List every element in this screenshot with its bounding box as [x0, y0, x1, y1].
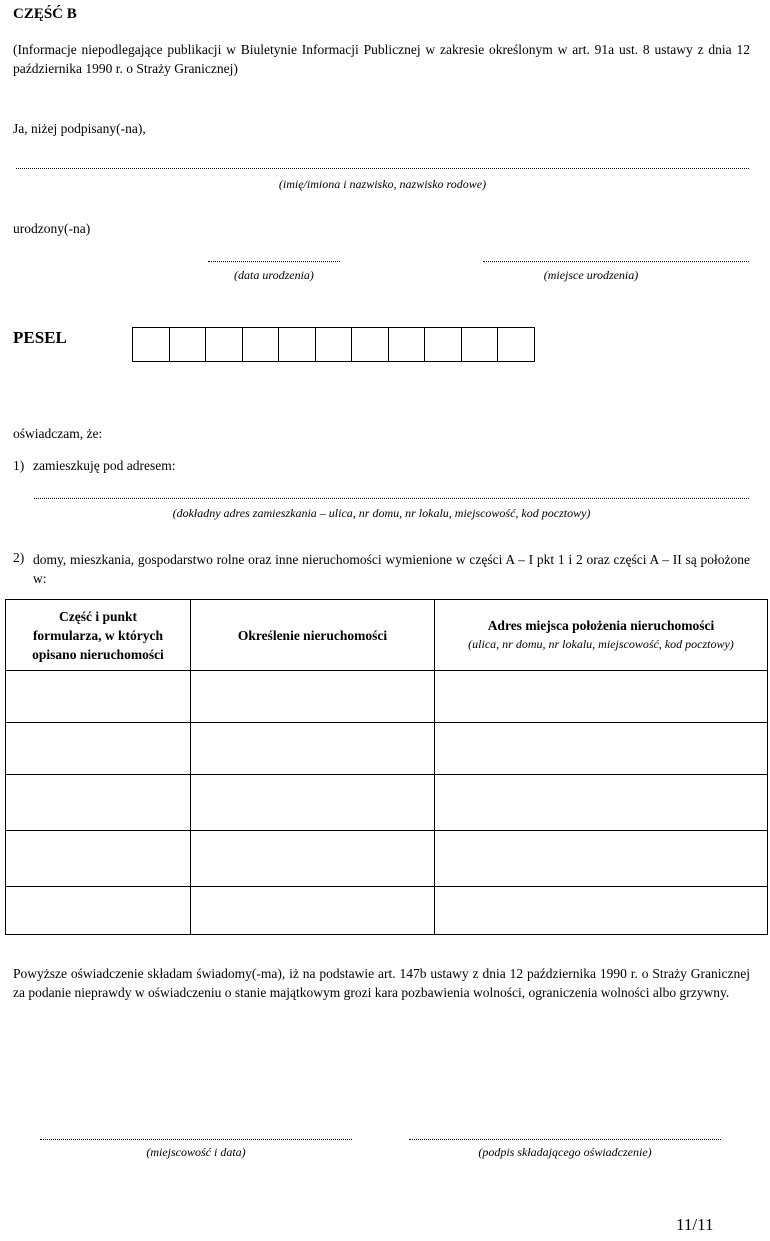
- table-cell[interactable]: [435, 887, 768, 935]
- birth-place-field[interactable]: [483, 261, 749, 262]
- table-cell[interactable]: [191, 831, 435, 887]
- pesel-digit-box[interactable]: [242, 328, 279, 361]
- pesel-digit-box[interactable]: [497, 328, 534, 361]
- item2-text: domy, mieszkania, gospodarstwo rolne oraz inne nieruchomości wymienione w części A – I pkt 1 i 2 oraz części A – II są położone w:: [33, 552, 750, 586]
- name-field[interactable]: [16, 168, 749, 169]
- address-caption: (dokładny adres zamieszkania – ulica, nr domu, nr lokalu, miejscowość, kod pocztowy): [172, 506, 591, 520]
- undersigned-label: Ja, niżej podpisany(-na),: [13, 121, 146, 136]
- table-row: [6, 775, 768, 831]
- table-cell[interactable]: [6, 671, 191, 723]
- signature-field[interactable]: [409, 1139, 721, 1140]
- address-field[interactable]: [34, 498, 749, 499]
- born-label: urodzony(-na): [13, 221, 91, 236]
- column-header-property: Określenie nieruchomości: [191, 600, 435, 671]
- pesel-digit-box[interactable]: [205, 328, 242, 361]
- section-title: CZĘŚĆ B: [13, 6, 77, 22]
- table-row: [6, 831, 768, 887]
- intro-note: (Informacje niepodlegające publikacji w Biuletynie Informacji Publicznej w zakresie określonym w art. 91a ust. 8 ustawy z dnia 12 października 1990 r. o Straży Granicznej): [13, 42, 750, 76]
- table-cell[interactable]: [435, 831, 768, 887]
- column-header-address: Adres miejsca położenia nieruchomości (ulica, nr domu, nr lokalu, miejscowość, kod pocztowy): [435, 600, 768, 671]
- pesel-digit-box[interactable]: [169, 328, 206, 361]
- place-date-field[interactable]: [40, 1139, 352, 1140]
- table-cell[interactable]: [6, 831, 191, 887]
- signature-caption: (podpis składającego oświadczenie): [478, 1145, 652, 1159]
- pesel-input[interactable]: [132, 327, 535, 362]
- table-cell[interactable]: [6, 723, 191, 775]
- table-cell[interactable]: [435, 671, 768, 723]
- declare-label: oświadczam, że:: [13, 426, 103, 441]
- pesel-digit-box[interactable]: [133, 328, 169, 361]
- table-row: [6, 887, 768, 935]
- legal-statement: Powyższe oświadczenie składam świadomy(-ma), iż na podstawie art. 147b ustawy z dnia 12 października 1990 r. o Straży Granicznej za podanie nieprawdy w oświadczeniu o stanie majątkowym grozi kara pozbawienia wolności, ograniczenia wolności albo grzywny.: [13, 966, 750, 1000]
- pesel-digit-box[interactable]: [424, 328, 461, 361]
- table-cell[interactable]: [435, 723, 768, 775]
- table-cell[interactable]: [191, 887, 435, 935]
- table-row: [6, 671, 768, 723]
- pesel-digit-box[interactable]: [388, 328, 425, 361]
- table-cell[interactable]: [191, 775, 435, 831]
- item1-text: zamieszkuję pod adresem:: [33, 458, 176, 473]
- name-caption: (imię/imiona i nazwisko, nazwisko rodowe): [278, 177, 487, 191]
- table-cell[interactable]: [6, 887, 191, 935]
- table-cell[interactable]: [191, 723, 435, 775]
- page-number: 11/11: [676, 1215, 714, 1234]
- place-date-caption: (miejscowość i data): [146, 1145, 246, 1159]
- pesel-digit-box[interactable]: [315, 328, 352, 361]
- item1-number: 1): [13, 458, 25, 473]
- property-table: [5, 599, 768, 935]
- pesel-digit-box[interactable]: [351, 328, 388, 361]
- table-row: [6, 723, 768, 775]
- pesel-digit-box[interactable]: [461, 328, 498, 361]
- item2-number: 2): [13, 550, 25, 565]
- table-cell[interactable]: [435, 775, 768, 831]
- birth-place-caption: (miejsce urodzenia): [543, 268, 639, 282]
- pesel-digit-box[interactable]: [278, 328, 315, 361]
- birth-date-field[interactable]: [208, 261, 340, 262]
- table-cell[interactable]: [6, 775, 191, 831]
- pesel-label: PESEL: [13, 328, 67, 347]
- column-header-form-part: Część i punkt formularza, w których opisano nieruchomości: [6, 600, 191, 671]
- table-cell[interactable]: [191, 671, 435, 723]
- birth-date-caption: (data urodzenia): [234, 268, 314, 282]
